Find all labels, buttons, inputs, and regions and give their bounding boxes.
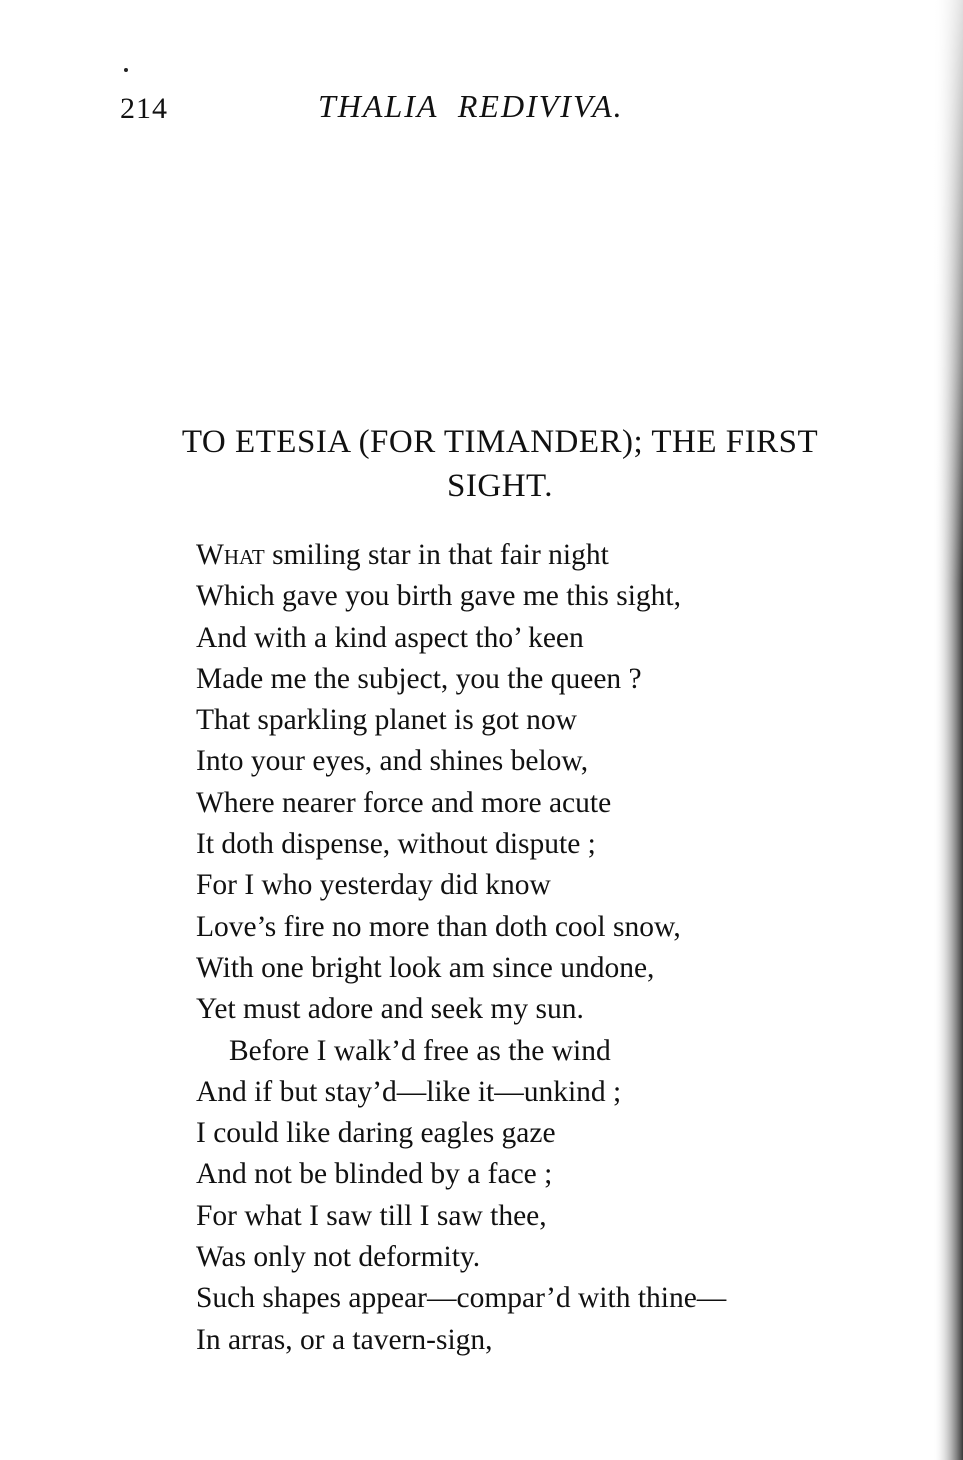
verse-line: Was only not deformity. [196,1241,481,1274]
drop-word: What [196,539,265,571]
verse-line: Which gave you birth gave me this sight, [196,580,682,613]
running-title: THALIA REDIVIVA. [318,88,624,124]
verse-line: For I who yesterday did know [196,869,551,902]
verse-line: I could like daring eagles gaze [196,1117,556,1150]
verse-line: Yet must adore and seek my sun. [196,993,584,1026]
verse-line: Where nearer force and more acute [196,786,612,819]
verse-line: And not be blinded by a face ; [196,1158,553,1191]
ink-speck [124,68,128,72]
poem-body [196,535,726,1361]
poem-title-line: TO ETESIA (FOR TIMANDER); THE FIRST [181,424,819,460]
verse-line: Such shapes appear—compar’d with thine— [196,1282,727,1315]
poem-title [100,420,900,508]
verse-line: It doth dispense, without dispute ; [196,828,596,861]
verse-line [196,535,726,576]
verse-line: Into your eyes, and shines below, [196,745,589,778]
verse-line: And with a kind aspect tho’ keen [196,621,584,654]
verse-line: Made me the subject, you the queen ? [196,662,642,695]
verse-line: Before I walk’d free as the wind [229,1034,611,1067]
verse-line: With one bright look am since undone, [196,951,655,984]
poem-title-line: SIGHT. [447,468,553,504]
verse-line: Love’s fire no more than doth cool snow, [196,910,681,943]
page-edge-shadow [933,0,963,1460]
verse-line: That sparkling planet is got now [196,704,577,737]
page-number: 214 [120,92,168,125]
verse-line-text: smiling star in that fair night [264,539,609,571]
verse-line: For what I saw till I saw thee, [196,1199,547,1232]
verse-line: In arras, or a tavern-sign, [196,1323,493,1356]
verse-line: And if but stay’d—like it—unkind ; [196,1075,622,1108]
